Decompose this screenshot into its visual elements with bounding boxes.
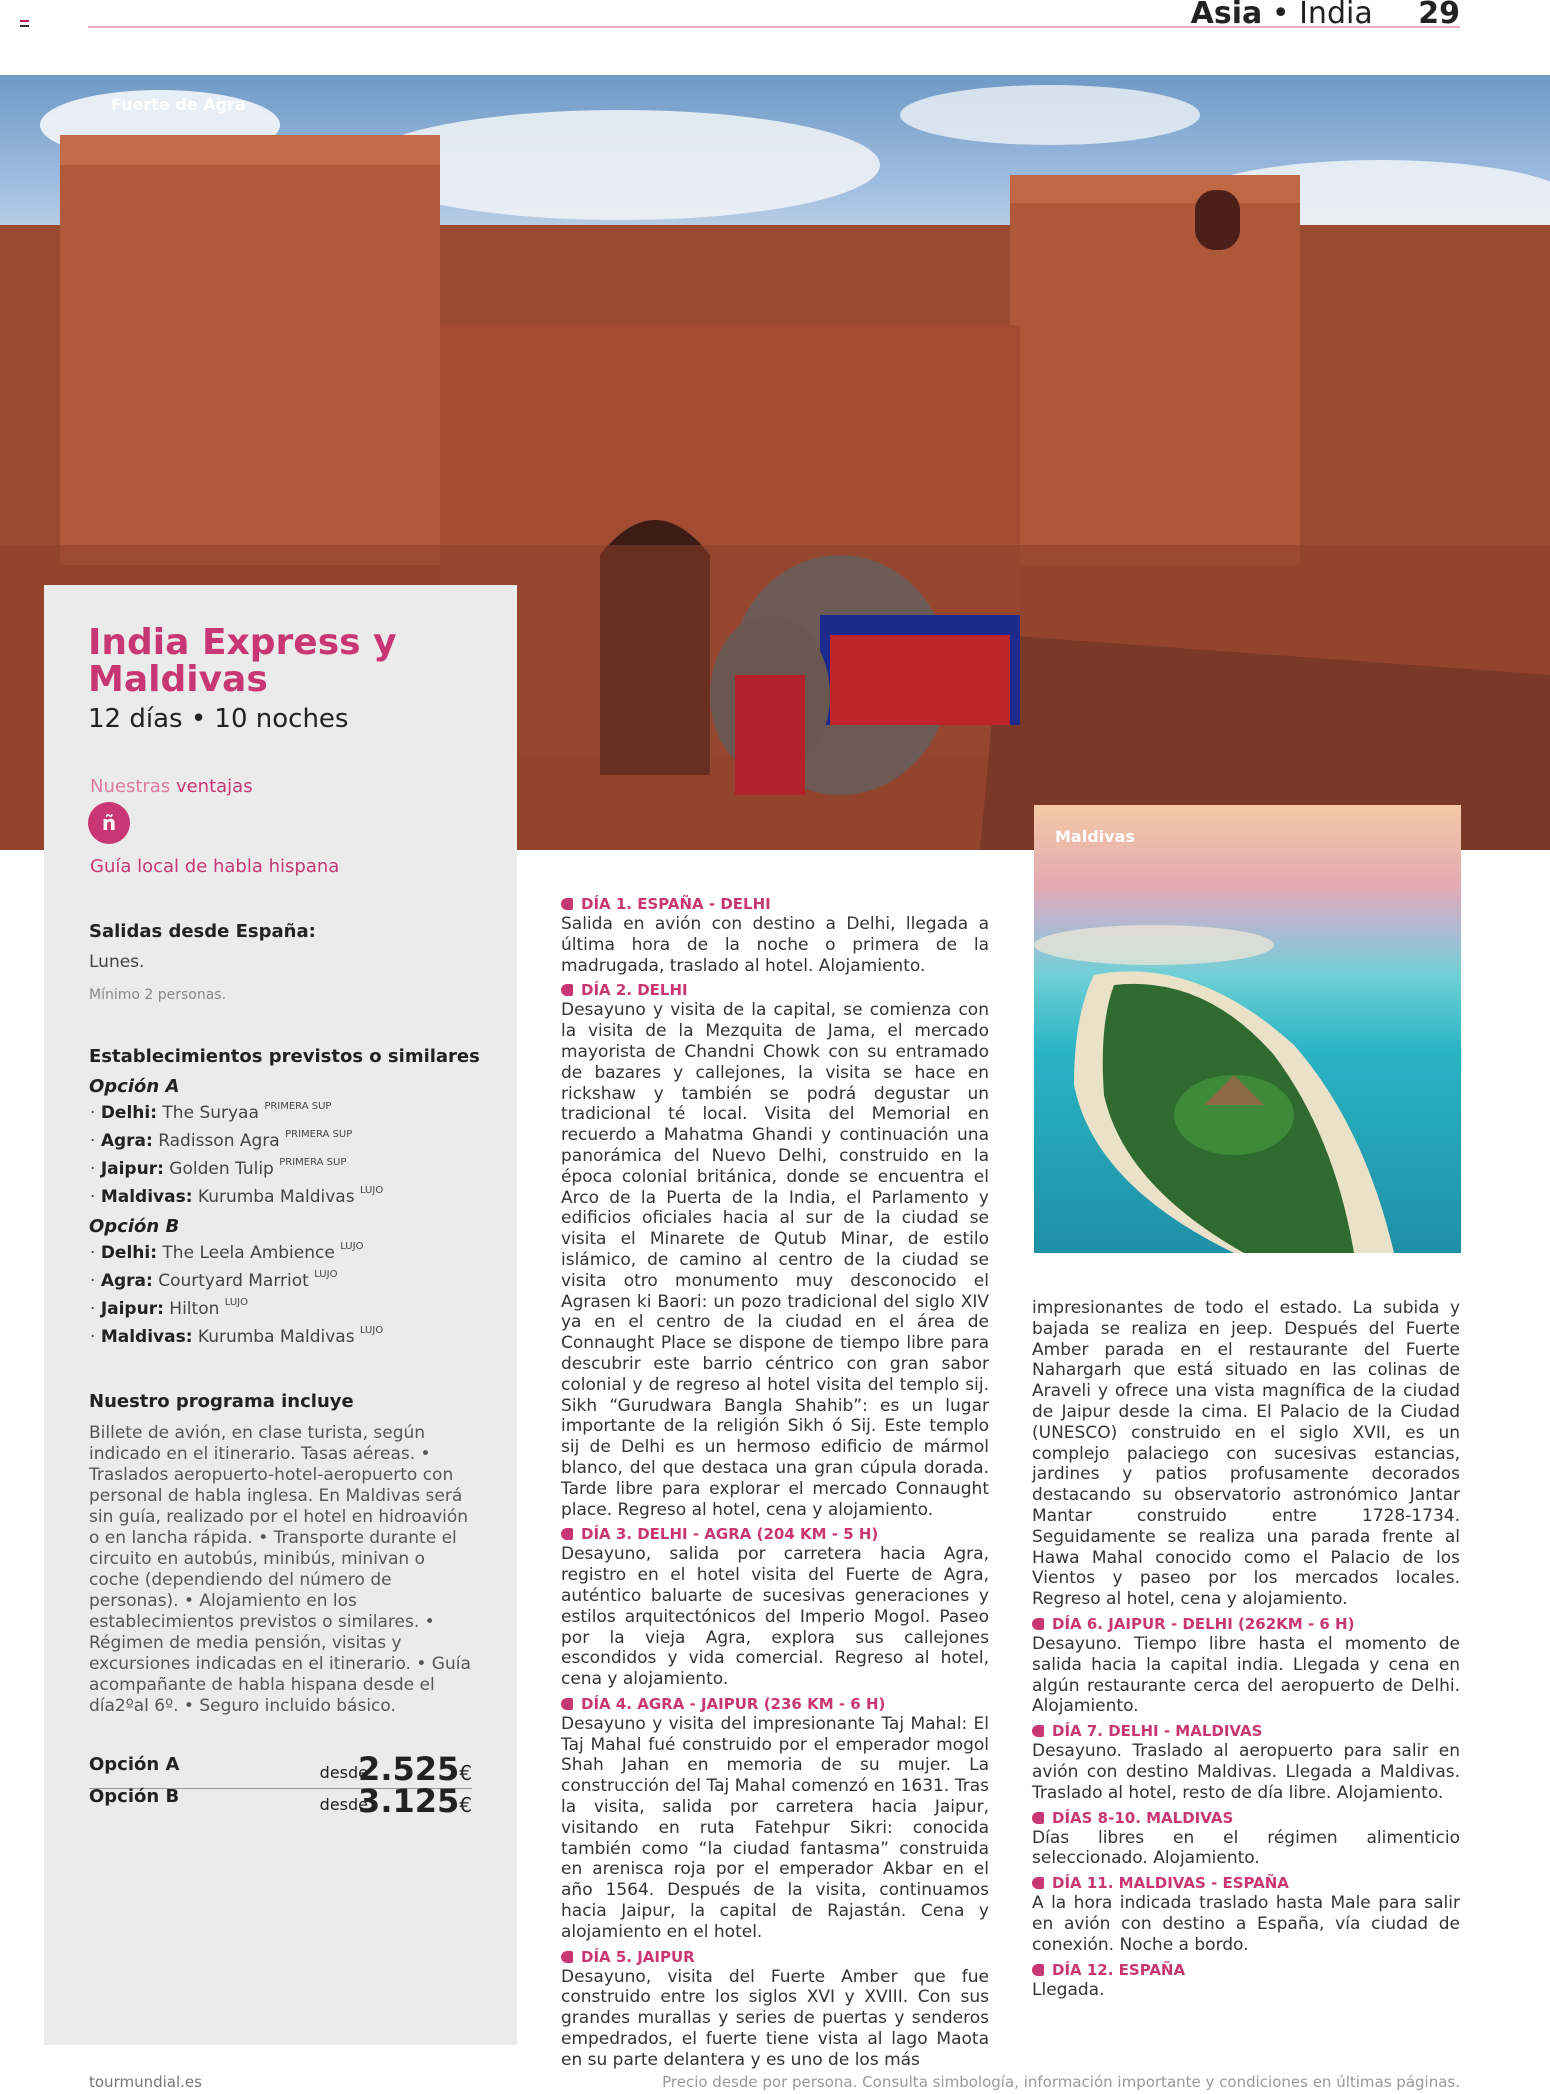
day-text: Desayuno, salida por carretera hacia Agra, registro en el hotel visita del Fuerte de Agra, auténtico baluarte de sucesivas generaciones y estilos arquitectónicos del Imperio Mogol. Paseo por la vieja Agra, explora sus callejones escondidos y vida comercial. Regreso al hotel, cena y alojamiento. bbox=[561, 1544, 989, 1690]
itinerary-column-1 bbox=[561, 890, 989, 2071]
arrow-icon bbox=[1032, 1725, 1044, 1737]
hotel-item: · Maldivas: Kurumba Maldivas $^{LUJO}$ bbox=[90, 1185, 384, 1207]
day-text: A la hora indicada traslado hasta Male para salir en avión con destino a España, vía ciudad de conexión. Noche a bordo. bbox=[1032, 1893, 1460, 1955]
maldives-caption: Maldivas bbox=[1055, 827, 1135, 846]
departures-note: Mínimo 2 personas. bbox=[89, 987, 227, 1003]
day-text: Desayuno. Traslado al aeropuerto para salir en avión con destino Maldivas. Llegada a Maldivas. Traslado al hotel, resto de día libre. Alojamiento. bbox=[1032, 1741, 1460, 1803]
hotel-item: · Agra: Radisson Agra $^{PRIMERA SUP}$ bbox=[90, 1129, 353, 1151]
day-heading: DÍA 3. DELHI - AGRA (204 KM - 5 H) bbox=[561, 1524, 989, 1544]
hotel-item: · Maldivas: Kurumba Maldivas $^{LUJO}$ bbox=[90, 1325, 384, 1347]
price-from: desde bbox=[319, 1763, 368, 1782]
price-row-b bbox=[89, 1782, 472, 1820]
itinerary-column-2 bbox=[1032, 1298, 1460, 2000]
includes-heading: Nuestro programa incluye bbox=[89, 1391, 354, 1412]
day-text: Desayuno y visita del impresionante Taj Mahal: El Taj Mahal fué construido por el emperador mogol Shah Jahan en memoria de su mujer. La construcción del Taj Mahal comenzó en 1631. Tras la visita, salida por carretera hacia Jaipur, visitando en ruta Fatehpur Sikri: conocida también como “la ciudad fantasma” construida en arenisca roja por el emperador Akbar en el año 1564. Después de la visita, continuamos hacia Jaipur, la capital de Rajastán. Cena y alojamiento en el hotel. bbox=[561, 1713, 989, 1942]
maldives-photo bbox=[1034, 805, 1461, 1253]
spanish-guide-icon: ñ bbox=[88, 802, 130, 844]
option-b-label: Opción B bbox=[89, 1216, 180, 1237]
day-heading: DÍA 11. MALDIVAS - ESPAÑA bbox=[1032, 1873, 1460, 1893]
hotel-item: · Delhi: The Suryaa $^{PRIMERA SUP}$ bbox=[90, 1101, 332, 1123]
hotels-heading: Establecimientos previstos o similares bbox=[89, 1046, 480, 1067]
footer-site: tourmundial.es bbox=[89, 2073, 202, 2091]
advantage-item: Guía local de habla hispana bbox=[90, 856, 340, 877]
day-heading: DÍAS 8-10. MALDIVAS bbox=[1032, 1808, 1460, 1828]
day-text: impresionantes de todo el estado. La subida y bajada se realiza en jeep. Después del Fuerte Amber parada en el restaurante del Fuerte Nahargarh que está situado en las colinas de Araveli y ofrece una vista magnífica de la ciudad de Jaipur desde la cima. El Palacio de la Ciudad (UNESCO) construido en el siglo XVII, es un complejo palaciego con sucesivas estancias, jardines y patios profusamente decorados destacando su observatorio astronómico Jantar Mantar construido entre 1728-1734. Seguidamente se realiza una parada frente al Hawa Mahal conocido como el Palacio de los Vientos y paseo por los mercados locales. Regreso al hotel, cena y alojamiento. bbox=[1032, 1298, 1460, 1610]
day-text: Desayuno, visita del Fuerte Amber que fue construido entre los siglos XVI y XVIII. Con sus grandes murallas y series de puertas y senderos empedrados, el fuerte tiene vista al lago Maota en su parte delantera y es uno de los más bbox=[561, 1966, 989, 2070]
hotel-item: · Jaipur: Golden Tulip $^{PRIMERA SUP}$ bbox=[90, 1157, 347, 1179]
advantages-label-bold: ventajas bbox=[175, 776, 253, 797]
arrow-icon bbox=[561, 1698, 573, 1710]
price-amount: 2.525€ bbox=[358, 1750, 472, 1788]
tour-duration: 12 días • 10 noches bbox=[88, 704, 349, 734]
day-heading: DÍA 5. JAIPUR bbox=[561, 1947, 989, 1967]
day-heading: DÍA 12. ESPAÑA bbox=[1032, 1960, 1460, 1980]
page-number: 29 bbox=[1418, 0, 1460, 31]
includes-text: Billete de avión, en clase turista, según indicado en el itinerario. Tasas aéreas. • Traslados aeropuerto-hotel-aeropuerto con personal de habla inglesa. En Maldivas será sin guía, realizado por el hotel en hidroavión o en lancha rápida. • Transporte durante el circuito en autobús, minibús, minivan o coche (dependiendo del número de personas). • Alojamiento en los establecimientos previstos o similares. • Régimen de media pensión, visitas y excursiones indicadas en el itinerario. • Guía acompañante de habla hispana desde el día2ºal 6º. • Seguro incluido básico. bbox=[89, 1423, 471, 1716]
day-text: Días libres en el régimen alimenticio seleccionado. Alojamiento. bbox=[1032, 1827, 1460, 1869]
arrow-icon bbox=[1032, 1618, 1044, 1630]
arrow-icon bbox=[561, 1951, 573, 1963]
hotel-item: · Jaipur: Hilton $^{LUJO}$ bbox=[90, 1297, 248, 1319]
header-mark bbox=[20, 25, 29, 27]
day-heading: DÍA 4. AGRA - JAIPUR (236 KM - 6 H) bbox=[561, 1694, 989, 1714]
header-country: India bbox=[1299, 0, 1373, 31]
day-heading: DÍA 1. ESPAÑA - DELHI bbox=[561, 894, 989, 914]
arrow-icon bbox=[1032, 1964, 1044, 1976]
island-illustration bbox=[1034, 805, 1461, 1253]
day-heading: DÍA 2. DELHI bbox=[561, 980, 989, 1000]
tour-title: India Express y Maldivas bbox=[88, 622, 397, 700]
price-amount: 3.125€ bbox=[358, 1782, 472, 1820]
day-text: Llegada. bbox=[1032, 1979, 1105, 2000]
day-text: Salida en avión con destino a Delhi, llegada a última hora de la noche o primera de la madrugada, traslado al hotel. Alojamiento. bbox=[561, 914, 989, 976]
hero-caption: Fuerte de Agra bbox=[111, 95, 246, 114]
header-mark bbox=[20, 20, 29, 22]
hotel-item: · Agra: Courtyard Marriot $^{LUJO}$ bbox=[90, 1269, 338, 1291]
page-header bbox=[1191, 0, 1460, 31]
advantages-label bbox=[90, 776, 253, 797]
departures-heading: Salidas desde España: bbox=[89, 921, 316, 942]
option-a-label: Opción A bbox=[89, 1076, 180, 1097]
arrow-icon bbox=[561, 1528, 573, 1540]
hotel-item: · Delhi: The Leela Ambience $^{LUJO}$ bbox=[90, 1241, 364, 1263]
day-text: Desayuno y visita de la capital, se comienza con la visita de la Mezquita de Jama, el mercado mayorista de Chandni Chowk con su entramado de bazares y callejones, la visita se hace en rickshaw y también se podrá degustar un tradicional té local. Visita del Memorial en recuerdo a Mahatma Ghandi y continuación una panorámica del Nuevo Delhi, construido en la época colonial británica, donde se encuentra el Arco de la Puerta de la India, el Parlamento y edificios oficiales hacia al sur de la ciudad se visita el Minarete de Qutub Minar, de estilo islámico, de camino al centro de la ciudad se visita otro monumento muy desconocido el Agrasen ki Baori: un pozo tradicional del siglo XIV ya en el centro de la ciudad en el área de Connaught Place se dispone de tiempo libre para descubrir este barrio céntrico con gran sabor colonial y de regreso al hotel visita del templo sij. Sikh “Gurudwara Bangla Shahib”: es un lugar importante de la religión Sikh ó Sij. Este templo sij de Delhi es un hermoso edificio de mármol blanco, del que destaca una gran cúpula dorada. Tarde libre para explorar el mercado Connaught place. Regreso al hotel, cena y alojamiento. bbox=[561, 1000, 989, 1520]
price-option-label: Opción B bbox=[89, 1786, 180, 1807]
day-heading: DÍA 7. DELHI - MALDIVAS bbox=[1032, 1721, 1460, 1741]
arrow-icon bbox=[1032, 1877, 1044, 1889]
arrow-icon bbox=[1032, 1812, 1044, 1824]
advantages-label-prefix: Nuestras bbox=[90, 776, 171, 797]
header-region: Asia bbox=[1190, 0, 1263, 31]
arrow-icon bbox=[561, 984, 573, 996]
day-heading: DÍA 6. JAIPUR - DELHI (262KM - 6 H) bbox=[1032, 1614, 1460, 1634]
footer-note: Precio desde por persona. Consulta simbología, información importante y condiciones en últimas páginas. bbox=[662, 2073, 1460, 2091]
price-from: desde bbox=[319, 1795, 368, 1814]
price-option-label: Opción A bbox=[89, 1754, 180, 1775]
departures-days: Lunes. bbox=[89, 952, 145, 972]
arrow-icon bbox=[561, 898, 573, 910]
header-separator: • bbox=[1271, 0, 1290, 31]
day-text: Desayuno. Tiempo libre hasta el momento de salida hacia la capital india. Llegada y cena en algún restaurante cerca del aeropuerto de Delhi. Alojamiento. bbox=[1032, 1633, 1460, 1717]
